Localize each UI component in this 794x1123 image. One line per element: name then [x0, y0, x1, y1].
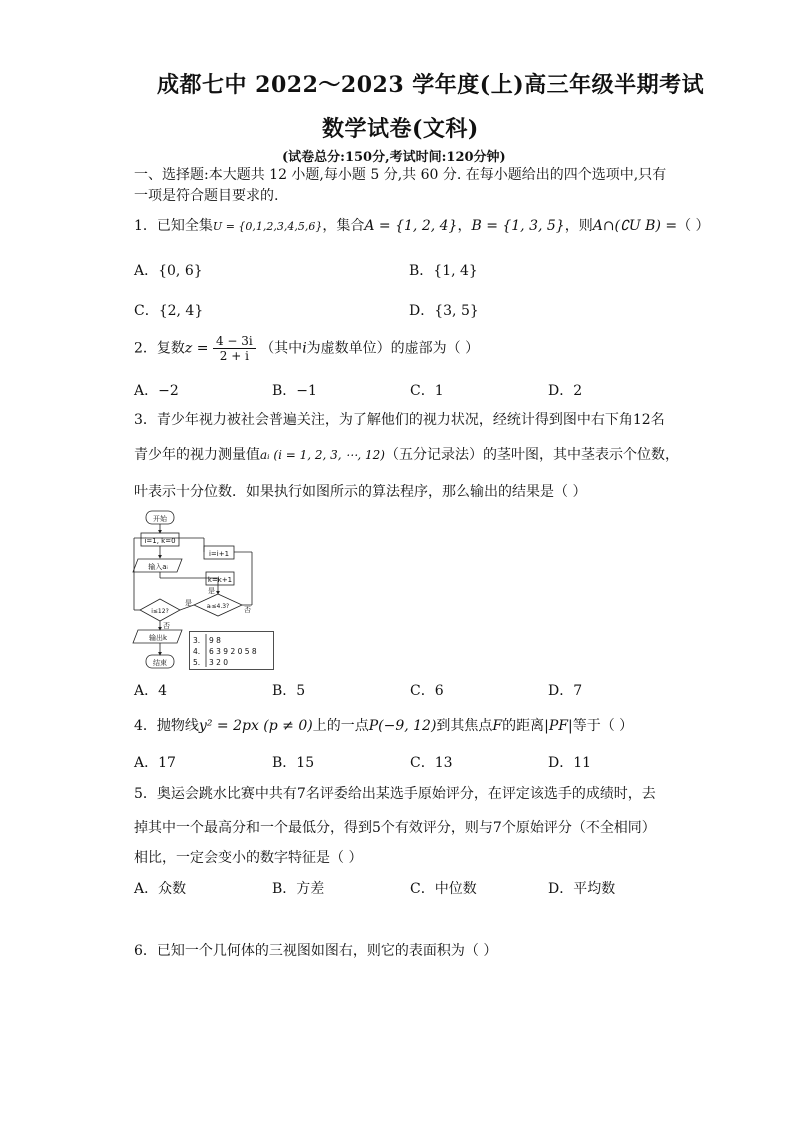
flow-no-label-1: 否 [244, 606, 251, 614]
question-4-stem [134, 716, 633, 736]
flow-start-label: 开始 [153, 515, 167, 523]
section-intro-line2: 一项是符合题目要求的. [134, 188, 279, 204]
q3-line1: 3．青少年视力被社会普遍关注，为了解他们的视力状况，经统计得到图中右下角12名 [134, 412, 665, 428]
q5-line2: 掉其中一个最高分和一个最低分，得到5个有效评分，则与7个原始评分（不全相同） [134, 820, 656, 836]
flow-yes-label-1: 是 [208, 587, 215, 595]
q1-set-a: A = {1, 2, 4} [364, 218, 458, 234]
q1-text-c: ，则 [564, 218, 593, 234]
q5-line3: 相比，一定会变小的数字特征是（ ） [134, 850, 363, 866]
flow-yes-label-2: 是 [185, 599, 192, 607]
q4-text-e: 等于（ ） [572, 718, 634, 734]
q1-set-b: B = {1, 3, 5} [471, 218, 565, 234]
q2-option-b[interactable]: B．−1 [272, 383, 317, 399]
q2-option-d[interactable]: D．2 [548, 383, 583, 399]
flow-inc-i-label: i=i+1 [208, 550, 230, 558]
leaf-row-1: 9 8 [209, 636, 221, 645]
q3-option-c[interactable]: C．6 [410, 683, 444, 699]
q4-text-d: 的距离 [502, 718, 545, 734]
q2-option-c[interactable]: C．1 [410, 383, 444, 399]
q1-expression: A∩(∁U B) = [592, 218, 678, 234]
q5-option-b[interactable]: B．方差 [272, 881, 325, 897]
q2-text-c: 为虚数单位）的虚部为（ ） [306, 340, 480, 357]
q2-z: z = [184, 340, 209, 357]
q3-line3: 叶表示十分位数．如果执行如图所示的算法程序，那么输出的结果是（ ） [134, 484, 587, 500]
flow-end-label: 结束 [153, 659, 167, 667]
q4-text-c: 到其焦点 [436, 718, 493, 734]
q2-option-a[interactable]: A．−2 [134, 383, 179, 399]
q4-focus: F [492, 718, 503, 734]
q4-distance: |PF| [544, 718, 573, 734]
q3-option-d[interactable]: D．7 [548, 683, 583, 699]
q2-text-b: （其中 [260, 340, 303, 357]
leaf-row-2: 6 3 9 2 0 5 8 [209, 647, 257, 656]
page-subtitle: 数学试卷(文科) [322, 116, 479, 142]
q3-line2 [134, 445, 679, 465]
q2-text-a: 2．复数 [134, 340, 185, 357]
q4-point: P(−9, 12) [368, 718, 437, 734]
q4-option-d[interactable]: D．11 [548, 755, 592, 771]
q4-equation: y² = 2px (p ≠ 0) [198, 718, 313, 734]
flow-output-label: 输出k [148, 634, 168, 642]
q4-text-a: 4．抛物线 [134, 718, 199, 734]
q4-option-a[interactable]: A．17 [134, 755, 176, 771]
q3-line2-b: （五分记录法）的茎叶图，其中茎表示个位数， [384, 447, 679, 463]
q4-option-b[interactable]: B．15 [272, 755, 315, 771]
q5-option-a[interactable]: A．众数 [134, 881, 187, 897]
question-2-stem [134, 334, 479, 363]
q1-option-c[interactable]: C．{2, 4} [134, 303, 204, 319]
q5-option-c[interactable]: C．中位数 [410, 881, 477, 897]
q1-option-b[interactable]: B．{1, 4} [409, 263, 478, 279]
q4-text-b: 上的一点 [312, 718, 369, 734]
q1-option-d[interactable]: D．{3, 5} [409, 303, 479, 319]
q3-sequence: aᵢ (i = 1, 2, 3, ⋯, 12) [260, 448, 385, 462]
q3-line2-a: 青少年的视力测量值 [134, 447, 260, 463]
q4-option-c[interactable]: C．13 [410, 755, 453, 771]
q2-numerator: 4 − 3i [213, 334, 256, 349]
flow-init-label: i=1, k=0 [144, 537, 176, 545]
flow-inc-k-label: k=k+1 [207, 576, 233, 584]
q1-text-b: ，集合 [322, 218, 365, 234]
q5-option-d[interactable]: D．平均数 [548, 881, 616, 897]
page-title: 成都七中 2022～2023 学年度(上)高三年级半期考试 [157, 72, 705, 98]
stem-row-3: 5. [193, 658, 201, 667]
flow-cond1-label: aᵢ≤4.3? [206, 603, 230, 610]
flow-input-label: 输入aᵢ [148, 563, 168, 571]
q3-option-b[interactable]: B．5 [272, 683, 306, 699]
stem-row-1: 3. [193, 636, 201, 645]
q2-i: i [302, 340, 307, 357]
leaf-row-3: 3 2 0 [209, 658, 229, 667]
q1-text-a: 1．已知全集 [134, 218, 213, 234]
q1-paren: （ ） [677, 218, 710, 234]
q1-sep: ， [457, 218, 472, 234]
q2-fraction [213, 334, 256, 363]
q5-line1: 5．奥运会跳水比赛中共有7名评委给出某选手原始评分，在评定该选手的成绩时，去 [134, 786, 656, 802]
flow-cond2-label: i≤12? [151, 608, 169, 615]
section-intro-line1: 一、选择题:本大题共 12 小题,每小题 5 分,共 60 分. 在每小题给出的四个选项中,只有 [134, 167, 667, 183]
q2-denominator: 2 + i [219, 349, 249, 363]
exam-info: (试卷总分:150分,考试时间:120分钟) [282, 150, 506, 165]
q1-option-a[interactable]: A．{0, 6} [134, 263, 203, 279]
stem-leaf-plot [189, 631, 275, 671]
q3-option-a[interactable]: A．4 [134, 683, 168, 699]
question-1-stem [134, 216, 710, 237]
flow-no-label-2: 否 [163, 622, 170, 630]
q6-line1: 6．已知一个几何体的三视图如图右，则它的表面积为（ ） [134, 943, 498, 959]
stem-row-2: 4. [193, 647, 201, 656]
q1-universal-set: U = {0,1,2,3,4,5,6} [212, 220, 323, 233]
